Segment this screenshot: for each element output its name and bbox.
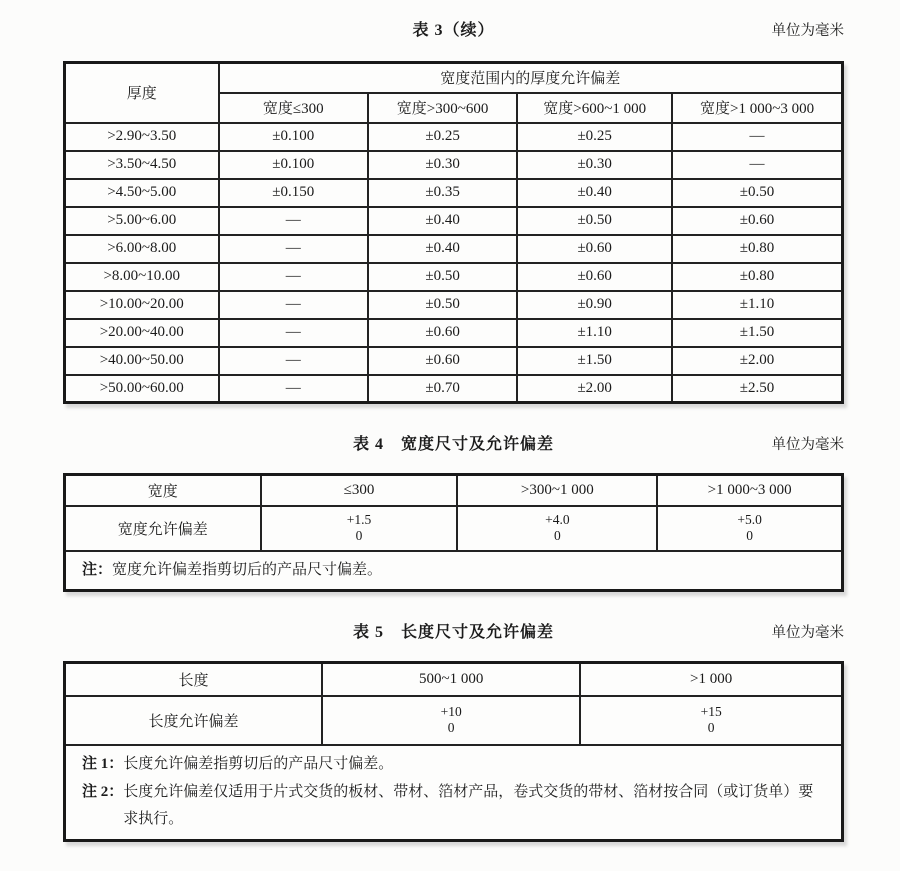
table4-width-tolerance-table bbox=[63, 473, 844, 592]
row-label-cell: 长度 bbox=[65, 663, 323, 696]
tolerance-cell: ±0.60 bbox=[368, 319, 517, 347]
thickness-range-cell: >20.00~40.00 bbox=[65, 319, 219, 347]
tolerance-upper: +15 bbox=[700, 704, 722, 720]
table3-col-header: 宽度>300~600 bbox=[368, 93, 517, 123]
thickness-range-cell: >40.00~50.00 bbox=[65, 347, 219, 375]
table4-unit-label: 单位为毫米 bbox=[771, 437, 844, 453]
tolerance-cell: ±0.25 bbox=[517, 123, 672, 151]
note-text: 长度允许偏差指剪切后的产品尺寸偏差。 bbox=[123, 755, 394, 772]
thickness-range-cell: >3.50~4.50 bbox=[65, 151, 219, 179]
tolerance-cell: ±0.40 bbox=[368, 207, 517, 235]
length-range-cell: 500~1 000 bbox=[322, 663, 580, 696]
table-row bbox=[65, 347, 843, 375]
tolerance-cell bbox=[657, 506, 842, 551]
tolerance-cell: ±0.35 bbox=[368, 179, 517, 207]
tolerance-cell: ±0.40 bbox=[368, 235, 517, 263]
table4-note bbox=[65, 551, 843, 591]
tolerance-cell: ±0.50 bbox=[368, 291, 517, 319]
table5-length-tolerance-table bbox=[63, 661, 844, 842]
table-row bbox=[65, 696, 843, 745]
row-label-cell: 长度允许偏差 bbox=[65, 696, 323, 745]
table-row bbox=[65, 291, 843, 319]
table-row bbox=[65, 375, 843, 403]
tolerance-cell: — bbox=[219, 347, 368, 375]
table3-col-header: 宽度>1 000~3 000 bbox=[672, 93, 842, 123]
width-range-cell: ≤300 bbox=[261, 475, 458, 506]
tolerance-cell: — bbox=[219, 291, 368, 319]
note-label: 注 1： bbox=[82, 755, 124, 772]
table-row bbox=[65, 319, 843, 347]
table-row bbox=[65, 506, 843, 551]
tolerance-cell: ±0.60 bbox=[368, 347, 517, 375]
thickness-range-cell: >8.00~10.00 bbox=[65, 263, 219, 291]
table3-thickness-tolerance-table bbox=[63, 61, 844, 404]
tolerance-lower: 0 bbox=[553, 528, 561, 543]
tolerance-lower: 0 bbox=[355, 528, 363, 543]
thickness-range-cell: >10.00~20.00 bbox=[65, 291, 219, 319]
tolerance-cell: ±1.50 bbox=[672, 319, 842, 347]
tolerance-cell: ±0.60 bbox=[517, 235, 672, 263]
width-range-cell: >300~1 000 bbox=[457, 475, 657, 506]
row-label-cell: 宽度允许偏差 bbox=[65, 506, 261, 551]
table4-title: 表 4 宽度尺寸及允许偏差 bbox=[352, 436, 554, 453]
width-range-cell: >1 000~3 000 bbox=[657, 475, 842, 506]
table3-corner-header: 厚度 bbox=[65, 63, 219, 123]
table3-unit-label: 单位为毫米 bbox=[771, 23, 844, 39]
table5-caption bbox=[63, 619, 844, 642]
tolerance-cell: ±0.60 bbox=[672, 207, 842, 235]
tolerance-cell: ±0.50 bbox=[672, 179, 842, 207]
note-text: 宽度允许偏差指剪切后的产品尺寸偏差。 bbox=[112, 561, 383, 578]
table-row bbox=[65, 663, 843, 696]
table-row bbox=[65, 179, 843, 207]
tolerance-cell: ±2.50 bbox=[672, 375, 842, 403]
table-row bbox=[65, 151, 843, 179]
note-line bbox=[82, 751, 827, 779]
stacked-tolerance bbox=[458, 512, 656, 544]
tolerance-cell: — bbox=[219, 235, 368, 263]
table3-caption bbox=[63, 0, 844, 40]
tolerance-cell: ±0.100 bbox=[219, 151, 368, 179]
tolerance-cell: ±1.10 bbox=[517, 319, 672, 347]
tolerance-cell: ±0.25 bbox=[368, 123, 517, 151]
tolerance-cell: ±0.80 bbox=[672, 263, 842, 291]
thickness-range-cell: >2.90~3.50 bbox=[65, 123, 219, 151]
tolerance-cell: — bbox=[672, 123, 842, 151]
tolerance-cell: ±2.00 bbox=[517, 375, 672, 403]
note-line bbox=[82, 557, 827, 585]
tolerance-lower: 0 bbox=[746, 528, 754, 543]
table5-notes bbox=[65, 745, 843, 841]
table5-title: 表 5 长度尺寸及允许偏差 bbox=[352, 624, 554, 642]
tolerance-cell: ±0.150 bbox=[219, 179, 368, 207]
thickness-range-cell: >6.00~8.00 bbox=[65, 235, 219, 263]
table3-col-header: 宽度≤300 bbox=[219, 93, 368, 123]
stacked-tolerance bbox=[658, 512, 841, 544]
thickness-range-cell: >50.00~60.00 bbox=[65, 375, 219, 403]
tolerance-cell: ±0.40 bbox=[517, 179, 672, 207]
tolerance-cell: ±0.30 bbox=[368, 151, 517, 179]
tolerance-cell: ±0.30 bbox=[517, 151, 672, 179]
table4-caption bbox=[63, 431, 844, 454]
tolerance-cell: ±0.50 bbox=[517, 207, 672, 235]
tolerance-upper: +10 bbox=[440, 704, 462, 720]
tolerance-cell: ±0.50 bbox=[368, 263, 517, 291]
tolerance-upper: +1.5 bbox=[346, 511, 372, 527]
table3-span-header: 宽度范围内的厚度允许偏差 bbox=[219, 63, 843, 93]
tolerance-cell: — bbox=[219, 207, 368, 235]
note-text: 长度允许偏差仅适用于片式交货的板材、带材、箔材产品，卷式交货的带材、箔材按合同（或订货单）要求执行。 bbox=[123, 783, 814, 828]
tolerance-cell: ±0.60 bbox=[517, 263, 672, 291]
tolerance-lower: 0 bbox=[447, 720, 455, 736]
table-row bbox=[65, 475, 843, 506]
note-label: 注： bbox=[82, 561, 113, 578]
tolerance-cell: — bbox=[672, 151, 842, 179]
table3-title: 表 3（续） bbox=[412, 22, 495, 39]
thickness-range-cell: >4.50~5.00 bbox=[65, 179, 219, 207]
tolerance-cell: — bbox=[219, 375, 368, 403]
table5-unit-label: 单位为毫米 bbox=[771, 625, 844, 642]
thickness-range-cell: >5.00~6.00 bbox=[65, 207, 219, 235]
row-label-cell: 宽度 bbox=[65, 475, 261, 506]
tolerance-cell: — bbox=[219, 319, 368, 347]
table-row bbox=[65, 123, 843, 151]
document-page bbox=[63, 0, 844, 842]
tolerance-cell: — bbox=[219, 263, 368, 291]
tolerance-upper: +5.0 bbox=[737, 511, 762, 527]
tolerance-cell: ±0.90 bbox=[517, 291, 672, 319]
tolerance-cell bbox=[322, 696, 580, 745]
table-row bbox=[65, 551, 843, 591]
length-range-cell: >1 000 bbox=[580, 663, 842, 696]
stacked-tolerance bbox=[323, 704, 579, 736]
table-row bbox=[65, 235, 843, 263]
tolerance-cell bbox=[580, 696, 842, 745]
tolerance-lower: 0 bbox=[707, 720, 715, 736]
table-row bbox=[65, 745, 843, 841]
tolerance-cell: ±0.100 bbox=[219, 123, 368, 151]
note-label: 注 2： bbox=[82, 783, 124, 800]
tolerance-upper: +4.0 bbox=[545, 511, 570, 527]
tolerance-cell: ±0.80 bbox=[672, 235, 842, 263]
stacked-tolerance bbox=[262, 512, 457, 544]
tolerance-cell bbox=[261, 506, 458, 551]
tolerance-cell: ±1.10 bbox=[672, 291, 842, 319]
tolerance-cell: ±2.00 bbox=[672, 347, 842, 375]
tolerance-cell: ±1.50 bbox=[517, 347, 672, 375]
tolerance-cell bbox=[457, 506, 657, 551]
note-line bbox=[82, 779, 827, 835]
tolerance-cell: ±0.70 bbox=[368, 375, 517, 403]
table-row bbox=[65, 207, 843, 235]
stacked-tolerance bbox=[581, 704, 841, 736]
table-row bbox=[65, 263, 843, 291]
table3-col-header: 宽度>600~1 000 bbox=[517, 93, 672, 123]
